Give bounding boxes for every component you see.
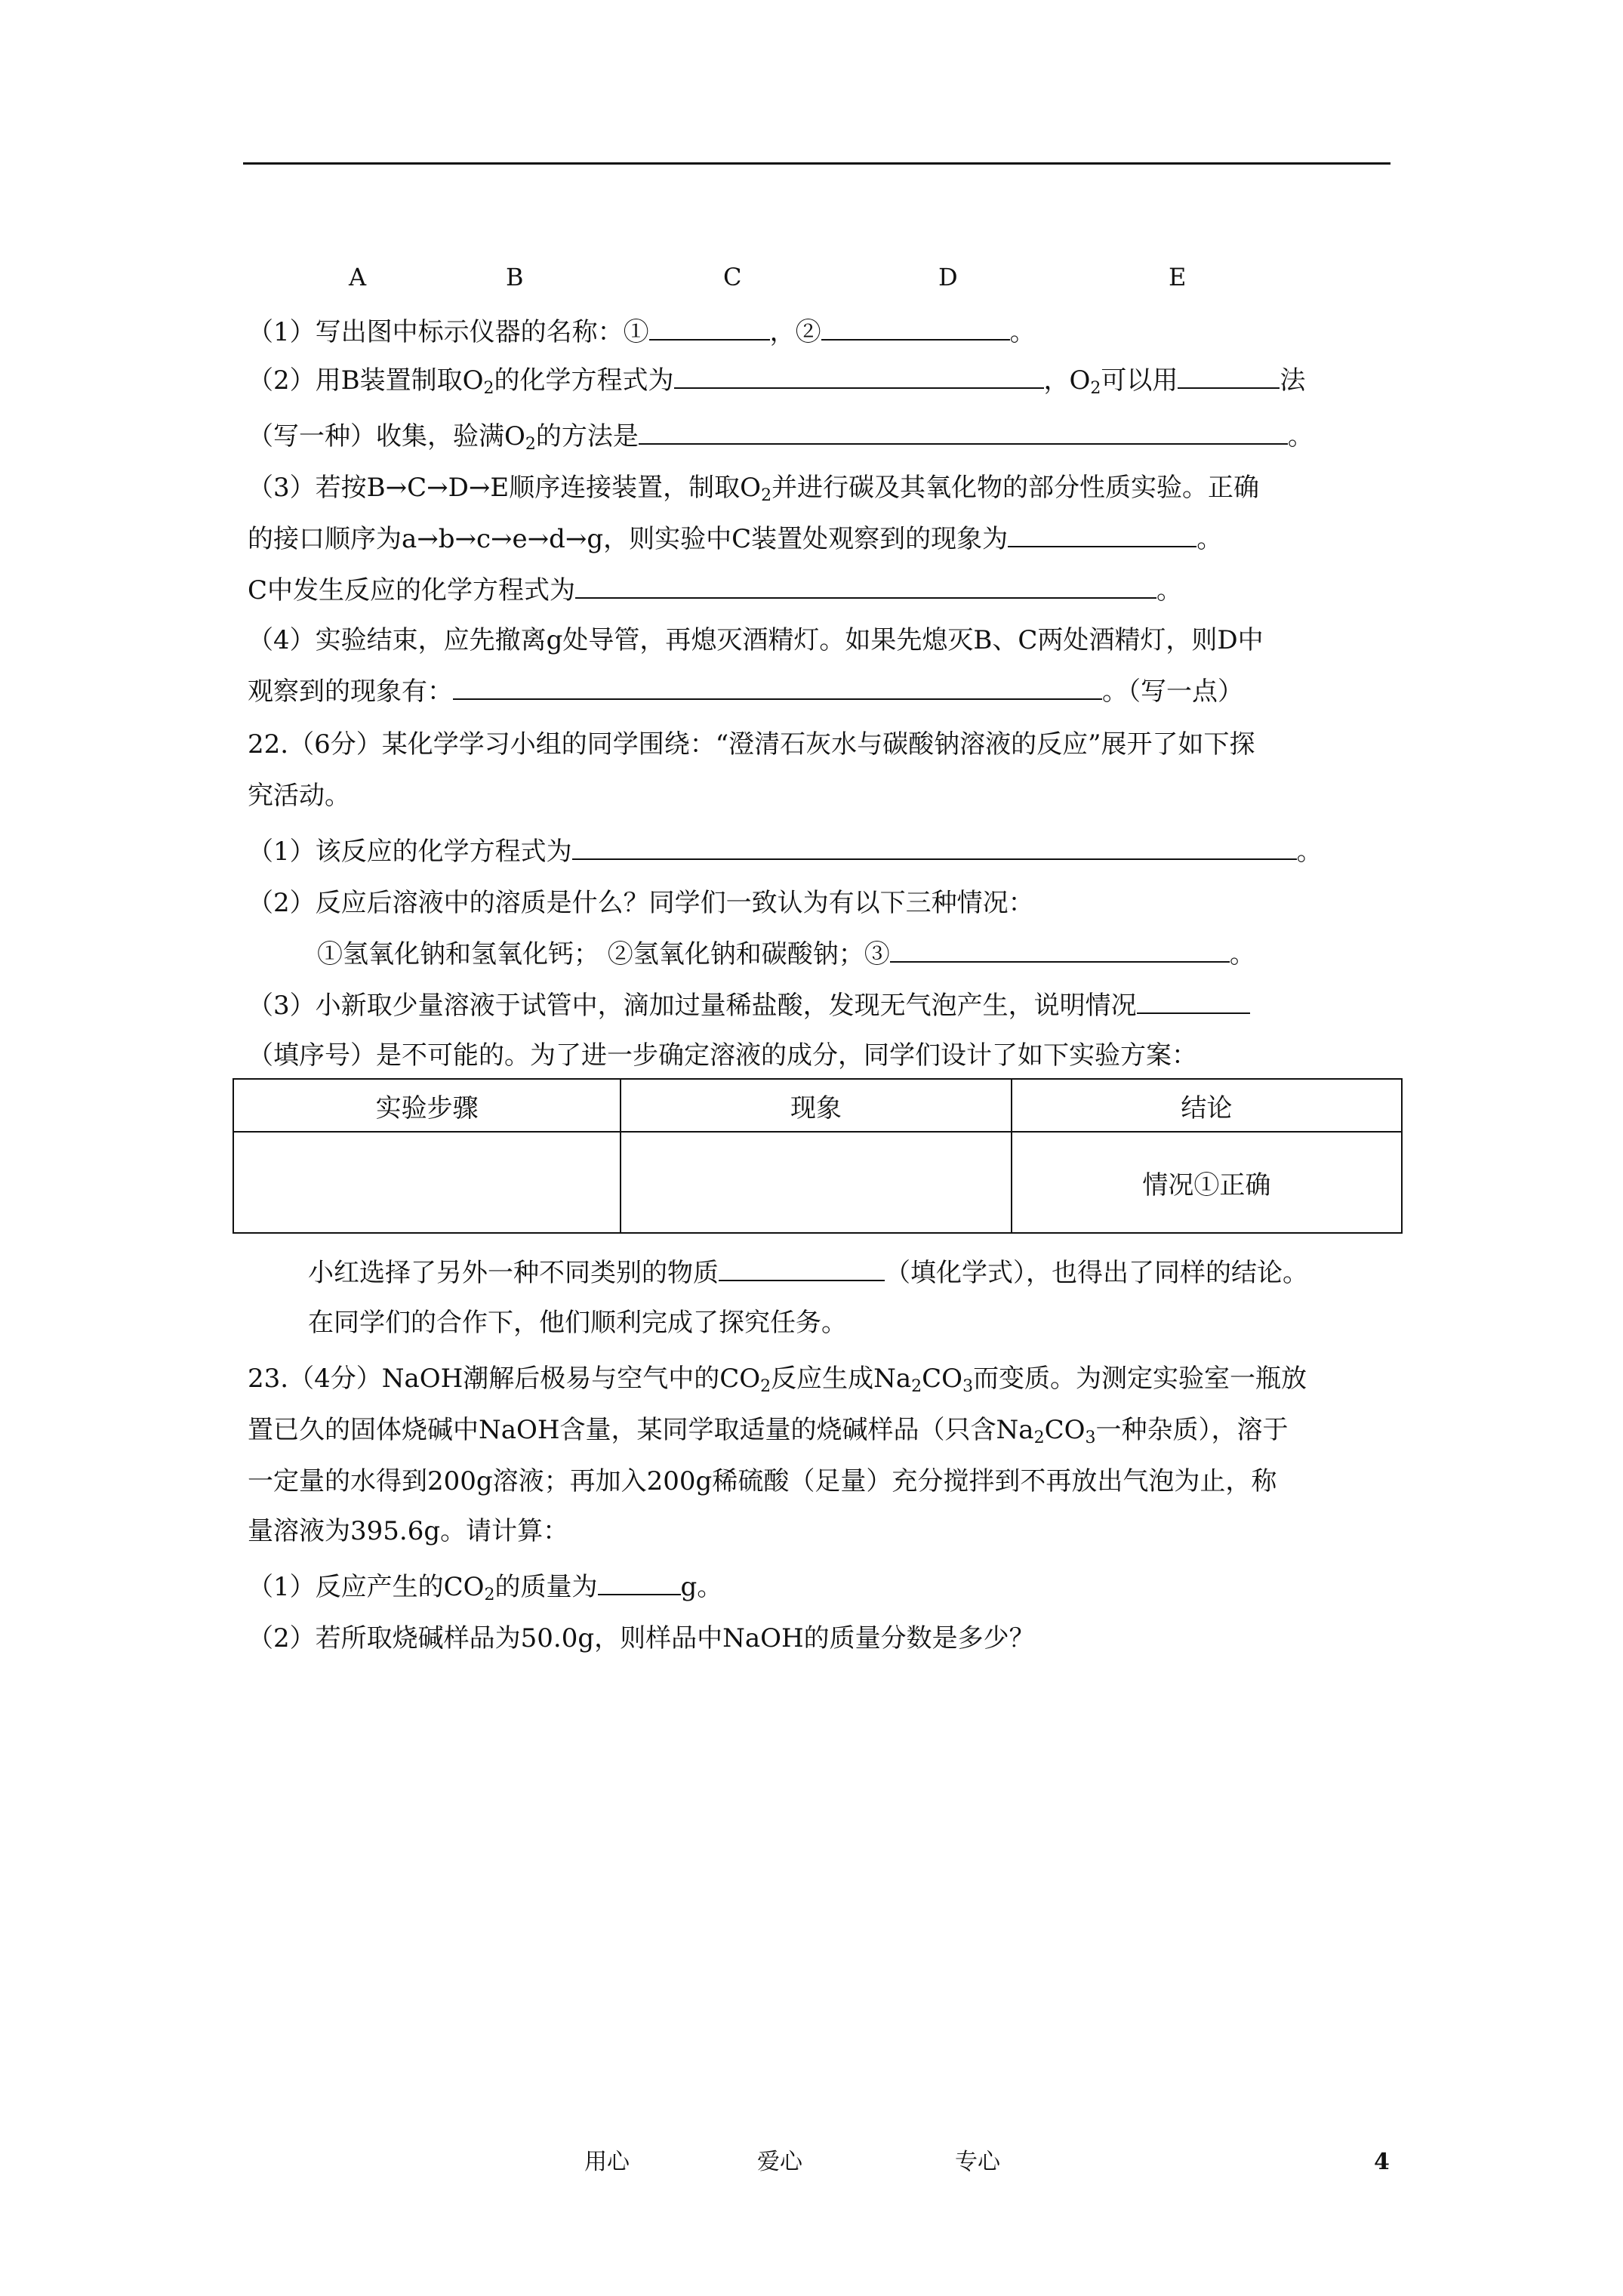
q22-part1: （1）该反应的化学方程式为 。: [248, 837, 1323, 867]
label-e: E: [1169, 263, 1187, 291]
q22-part2: （2）反应后溶液中的溶质是什么？同学们一致认为有以下三种情况：: [248, 888, 1034, 918]
page-number: 4: [1374, 2149, 1390, 2175]
q21-part2-line2: （写一种）收集，验满$O_2$的方法是 。: [248, 421, 1313, 454]
blank: [598, 1571, 681, 1595]
q21-part2-line1: （2）用B装置制取$O_2$的化学方程式为 ，$O_2$可以用 法: [248, 365, 1306, 398]
footer-item-1: 用心: [584, 2149, 630, 2175]
footer-item-3: 专心: [955, 2149, 1000, 2175]
table-cell-phenomenon: [621, 1132, 1011, 1233]
q23-line3: 一定量的水得到200g溶液；再加入200g稀硫酸（足量）充分搅拌到不再放出气泡为止，称: [248, 1466, 1277, 1496]
blank: [1137, 990, 1250, 1014]
table-cell-conclusion: 情况①正确: [1012, 1132, 1402, 1233]
table-header-conclusion: 结论: [1012, 1079, 1402, 1132]
q22-heading-line2: 究活动。: [248, 781, 350, 811]
q22-part3-line2: （填序号）是不可能的。为了进一步确定溶液的成分，同学们设计了如下实验方案：: [248, 1040, 1197, 1071]
q22-after-line1: 小红选择了另外一种不同类别的物质 （填化学式），也得出了同样的结论。: [308, 1258, 1308, 1288]
label-d: D: [938, 263, 958, 291]
table-header-phenomenon: 现象: [621, 1079, 1011, 1132]
blank: [639, 421, 1288, 445]
q21-part3-line3: C中发生反应的化学方程式为 。: [248, 575, 1183, 606]
blank: [453, 676, 1102, 700]
blank: [649, 316, 770, 341]
blank: [1008, 523, 1196, 547]
q21-part3-line1: （3）若按B→C→D→E顺序连接装置，制取$O_2$并进行碳及其氧化物的部分性质实验。正确: [248, 473, 1260, 505]
label-b: B: [506, 263, 524, 291]
q21-part4-line1: （4）实验结束，应先撤离g处导管，再熄灭酒精灯。如果先熄灭B、C两处酒精灯，则D中: [248, 625, 1264, 655]
q21-part1: （1）写出图中标示仪器的名称：① ，② 。: [248, 317, 1036, 347]
q21-part3-line2: 的接口顺序为a→b→c→e→d→g，则实验中C装置处观察到的现象为 。: [248, 524, 1223, 554]
blank: [572, 836, 1297, 860]
q23-line1: 23.（4分）NaOH潮解后极易与空气中的$CO_2$反应生成$Na_2CO_3$而变质。为测定实验室一瓶放: [248, 1364, 1307, 1396]
q22-part2-options: ①氢氧化钠和氢氧化钙； ②氢氧化钠和碳酸钠；③ 。: [317, 939, 1255, 969]
q23-line4: 量溶液为395.6g。请计算：: [248, 1516, 569, 1546]
blank: [1178, 365, 1280, 389]
q23-line2: 置已久的固体烧碱中NaOH含量，某同学取适量的烧碱样品（只含$Na_2CO_3$一种杂质），溶于: [248, 1415, 1289, 1447]
q23-part2: （2）若所取烧碱样品为50.0g，则样品中NaOH的质量分数是多少？: [248, 1623, 1035, 1653]
label-a: A: [349, 263, 367, 291]
label-c: C: [723, 263, 742, 291]
footer-item-2: 爱心: [757, 2149, 802, 2175]
experiment-table: [233, 1078, 1403, 1234]
blank: [890, 938, 1230, 963]
q23-part1: （1）反应产生的$CO_2$的质量为 g。: [248, 1572, 723, 1604]
blank: [674, 365, 1044, 389]
blank: [719, 1257, 885, 1281]
table-cell-steps: [233, 1132, 621, 1233]
blank: [575, 575, 1156, 599]
table-header-steps: 实验步骤: [233, 1079, 621, 1132]
q22-after-line2: 在同学们的合作下，他们顺利完成了探究任务。: [308, 1308, 847, 1338]
blank: [821, 316, 1010, 341]
q22-heading-line1: 22.（6分）某化学学习小组的同学围绕：“澄清石灰水与碳酸钠溶液的反应”展开了如下探: [248, 729, 1255, 760]
header-rule: [243, 162, 1390, 165]
q21-part4-line2: 观察到的现象有： 。（写一点）: [248, 676, 1243, 707]
q22-part3-line1: （3）小新取少量溶液于试管中，滴加过量稀盐酸，发现无气泡产生，说明情况: [248, 989, 1250, 1022]
